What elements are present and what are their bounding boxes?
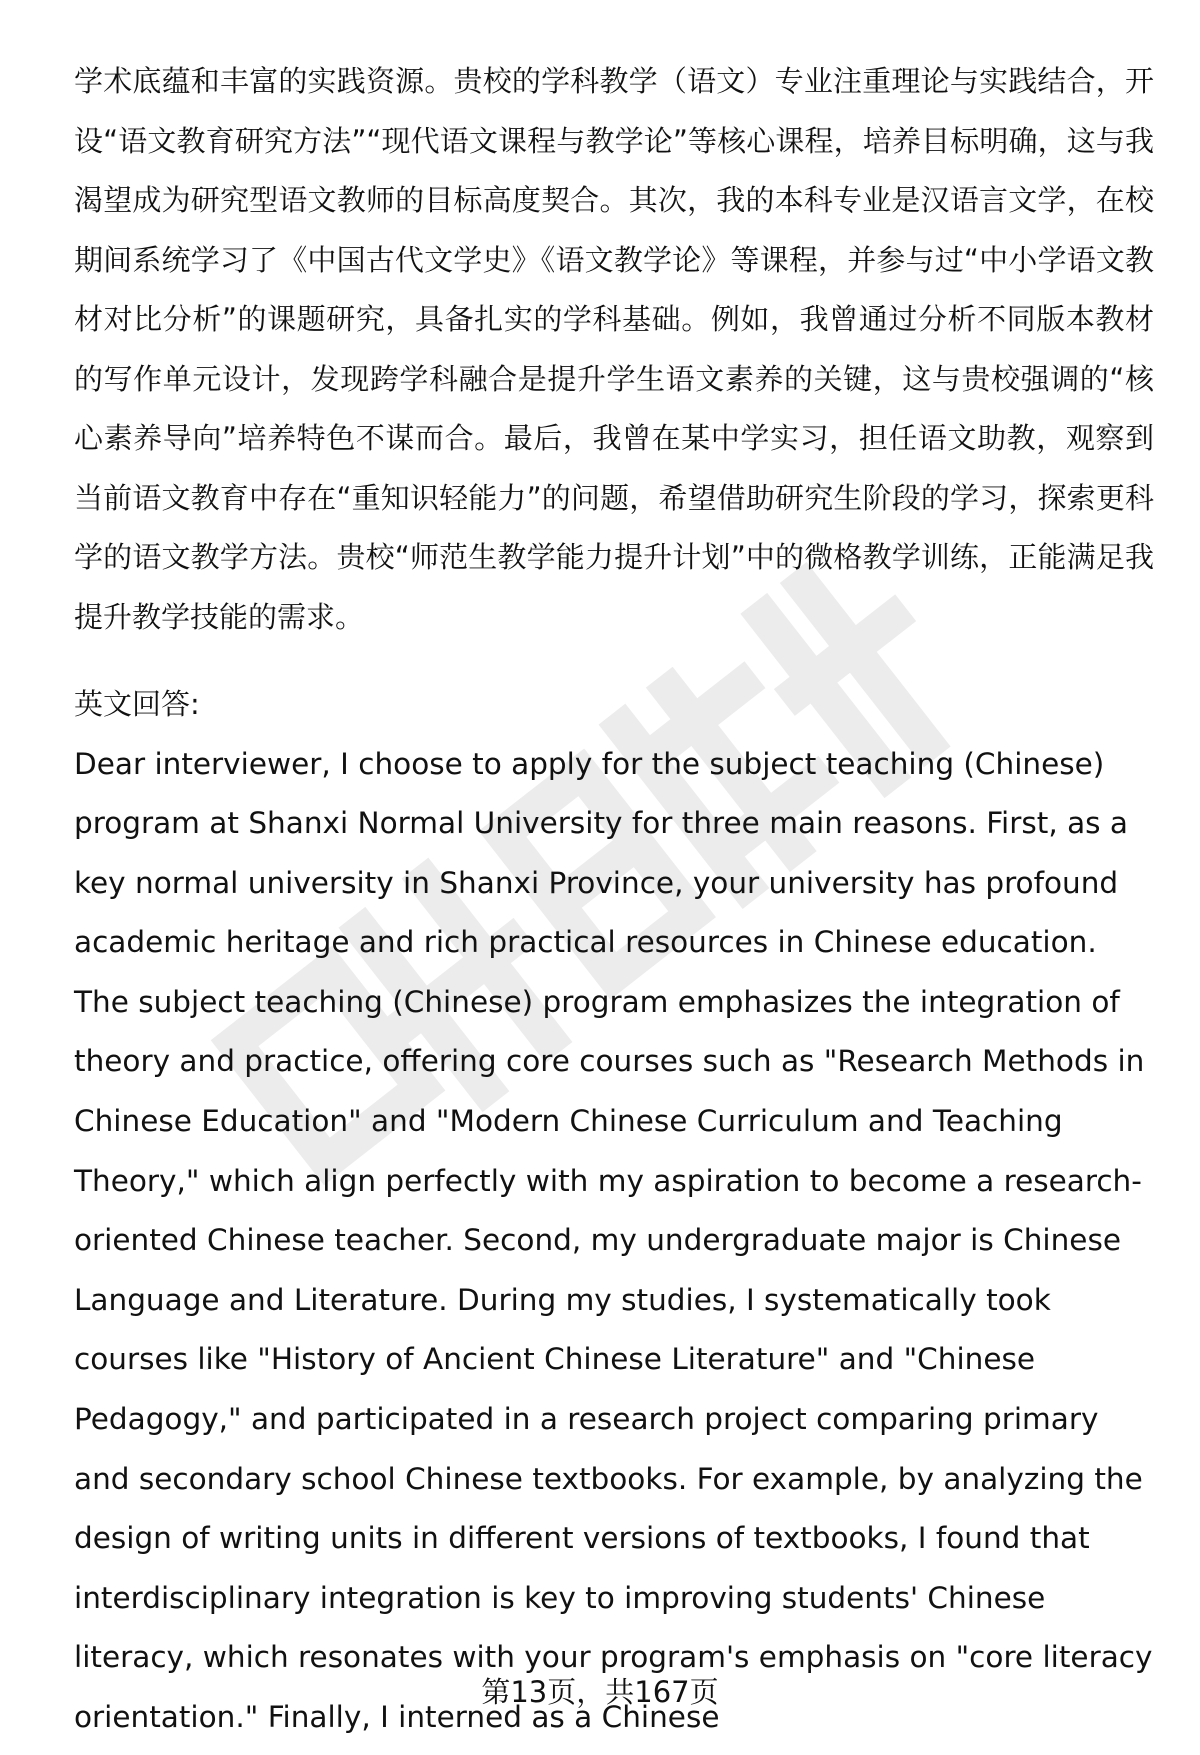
page-number-footer: 第13页，共167页	[481, 1675, 719, 1709]
document-body	[74, 52, 1154, 1748]
chinese-answer-paragraph: 学术底蕴和丰富的实践资源。贵校的学科教学（语文）专业注重理论与实践结合，开设“语文教育研究方法”“现代语文课程与教学论”等核心课程，培养目标明确，这与我渴望成为研究型语文教师的目标高度契合。其次，我的本科专业是汉语言文学，在校期间系统学习了《中国古代文学史》《语文教学论》等课程，并参与过“中小学语文教材对比分析”的课题研究，具备扎实的学科基础。例如，我曾通过分析不同版本教材的写作单元设计，发现跨学科融合是提升学生语文素养的关键，这与贵校强调的“核心素养导向”培养特色不谋而合。最后，我曾在某中学实习，担任语文助教，观察到当前语文教育中存在“重知识轻能力”的问题，希望借助研究生阶段的学习，探索更科学的语文教学方法。贵校“师范生教学能力提升计划”中的微格教学训练，正能满足我提升教学技能的需求。	[74, 64, 1154, 634]
english-answer-heading: 英文回答:	[74, 687, 200, 721]
english-answer-paragraph: Dear interviewer, I choose to apply for the subject teaching (Chinese) program at Shanxi Normal University for three main reasons. First, as a key normal university in Shanxi Province, your university has profound academic heritage and rich practical resources in Chinese education. The subject teaching (Chinese) program emphasizes the integration of theory and practice, offering core courses such as "Research Methods in Chinese Education" and "Modern Chinese Curriculum and Teaching Theory," which align perfectly with my aspiration to become a research-oriented Chinese teacher. Second, my undergraduate major is Chinese Language and Literature. During my studies, I systematically took courses like "History of Ancient Chinese Literature" and "Chinese Pedagogy," and participated in a research project comparing primary and secondary school Chinese textbooks. For example, by analyzing the design of writing units in different versions of textbooks, I found that interdisciplinary integration is key to improving students' Chinese literacy, which resonates with your program's emphasis on "core literacy orientation." Finally, I interned as a Chinese	[74, 746, 1153, 1734]
